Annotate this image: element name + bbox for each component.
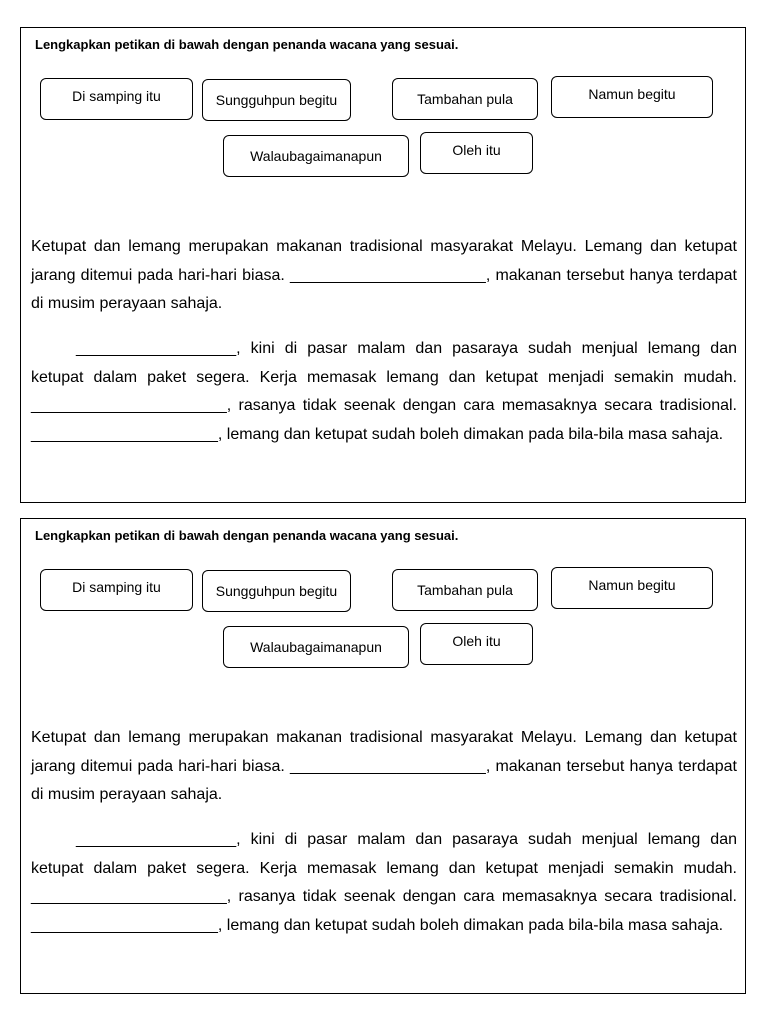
answer-blank[interactable]: _____________________ (31, 425, 218, 443)
paragraph-1: Ketupat dan lemang merupakan makanan tradisional masyarakat Melayu. Lemang dan ketupat jarang ditemui pada hari-hari biasa. ______________________, makanan tersebut hanya terdapat di musim perayaan sahaja. (31, 729, 737, 803)
option-sungguhpun-begitu[interactable]: Sungguhpun begitu (202, 79, 351, 121)
answer-blank[interactable]: ______________________ (31, 888, 227, 905)
instruction-text: Lengkapkan petikan di bawah dengan penanda wacana yang sesuai. (35, 37, 459, 52)
option-tambahan-pula[interactable]: Tambahan pula (392, 78, 538, 120)
answer-blank[interactable]: __________________ (76, 340, 237, 357)
option-namun-begitu[interactable]: Namun begitu (551, 567, 713, 609)
option-walaubagaimanapun[interactable]: Walaubagaimanapun (223, 135, 409, 177)
option-oleh-itu[interactable]: Oleh itu (420, 132, 533, 174)
option-walaubagaimanapun[interactable]: Walaubagaimanapun (223, 626, 409, 668)
answer-blank[interactable]: ______________________ (290, 266, 486, 284)
option-sungguhpun-begitu[interactable]: Sungguhpun begitu (202, 570, 351, 612)
option-di-samping-itu[interactable]: Di samping itu (40, 78, 193, 120)
option-tambahan-pula[interactable]: Tambahan pula (392, 569, 538, 611)
instruction-text: Lengkapkan petikan di bawah dengan penanda wacana yang sesuai. (35, 528, 459, 543)
answer-blank[interactable]: __________________ (76, 831, 237, 848)
answer-blank[interactable]: _____________________ (31, 916, 218, 934)
paragraph-2: __________________, kini di pasar malam dan pasaraya sudah menjual lemang dan ketupat dalam paket segera. Kerja memasak lemang dan ketupat menjadi semakin mudah. ______________________, rasanya tidak seenak dengan cara memasaknya secara tradisional. _____________________, lemang dan ketupat sudah boleh dimakan pada bila-bila masa sahaja. (31, 831, 737, 934)
worksheet-card (20, 27, 746, 503)
answer-blank[interactable]: ______________________ (31, 397, 227, 414)
answer-blank[interactable]: ______________________ (290, 757, 486, 775)
option-namun-begitu[interactable]: Namun begitu (551, 76, 713, 118)
option-oleh-itu[interactable]: Oleh itu (420, 623, 533, 665)
option-di-samping-itu[interactable]: Di samping itu (40, 569, 193, 611)
worksheet-card (20, 518, 746, 994)
paragraph-2: __________________, kini di pasar malam dan pasaraya sudah menjual lemang dan ketupat dalam paket segera. Kerja memasak lemang dan ketupat menjadi semakin mudah. ______________________, rasanya tidak seenak dengan cara memasaknya secara tradisional. _____________________, lemang dan ketupat sudah boleh dimakan pada bila-bila masa sahaja. (31, 340, 737, 443)
paragraph-1: Ketupat dan lemang merupakan makanan tradisional masyarakat Melayu. Lemang dan ketupat jarang ditemui pada hari-hari biasa. ______________________, makanan tersebut hanya terdapat di musim perayaan sahaja. (31, 238, 737, 312)
